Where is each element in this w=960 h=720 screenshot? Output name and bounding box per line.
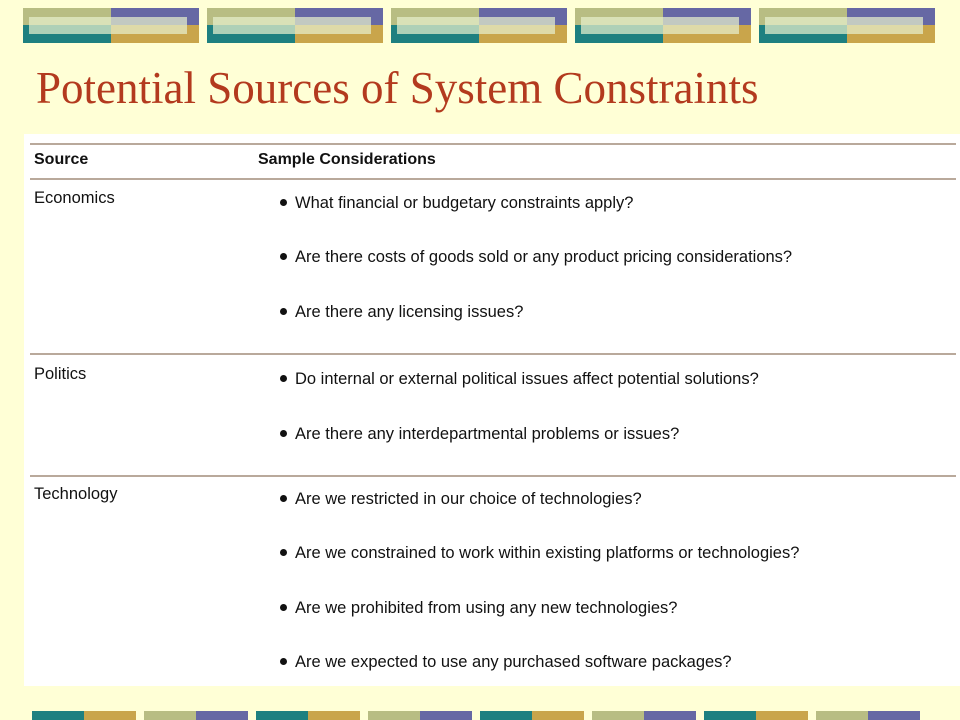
consideration-text: Are we constrained to work within existing platforms or technologies? — [295, 544, 800, 562]
consideration-text: Are there costs of goods sold or any product pricing considerations? — [295, 248, 793, 266]
header-divider — [30, 178, 956, 180]
bottom-bar-segment — [532, 711, 584, 720]
bottom-bar-segment — [592, 711, 644, 720]
consideration-text: Are we prohibited from using any new technologies? — [295, 599, 678, 617]
row-divider — [30, 353, 956, 355]
bullet-icon — [280, 658, 287, 665]
bullet-icon — [280, 375, 287, 382]
bullet-icon — [280, 308, 287, 315]
consideration-text: Are there any licensing issues? — [295, 303, 524, 321]
bottom-bar-segment — [704, 711, 756, 720]
bottom-bar-segment — [144, 711, 196, 720]
header-source: Source — [34, 151, 89, 168]
decorative-tile-5 — [759, 8, 935, 43]
bullet-icon — [280, 430, 287, 437]
consideration-item — [280, 193, 633, 213]
decorative-tile-3 — [391, 8, 567, 43]
slide-title: Potential Sources of System Constraints — [36, 63, 759, 113]
bullet-icon — [280, 495, 287, 502]
consideration-item — [280, 543, 799, 563]
row-divider — [30, 475, 956, 477]
bottom-bar-segment — [84, 711, 136, 720]
consideration-item — [280, 247, 792, 267]
bottom-bar-segment — [256, 711, 308, 720]
consideration-item — [280, 424, 679, 444]
tile-highlight — [29, 17, 187, 34]
consideration-item — [280, 369, 759, 389]
source-politics: Politics — [34, 365, 87, 383]
bottom-bar-segment — [816, 711, 868, 720]
header-considerations: Sample Considerations — [258, 151, 436, 168]
bullet-icon — [280, 199, 287, 206]
table-top-rule — [30, 143, 956, 145]
bottom-bar-segment — [196, 711, 248, 720]
bottom-bar-segment — [868, 711, 920, 720]
consideration-text: Are we expected to use any purchased software packages? — [295, 653, 732, 671]
tile-highlight — [765, 17, 923, 34]
decorative-tile-2 — [207, 8, 383, 43]
bottom-bar-segment — [644, 711, 696, 720]
consideration-item — [280, 652, 732, 672]
bottom-bar-segment — [32, 711, 84, 720]
source-technology: Technology — [34, 485, 118, 503]
constraints-table — [24, 134, 960, 686]
decorative-tile-4 — [575, 8, 751, 43]
bottom-bar-segment — [368, 711, 420, 720]
consideration-item — [280, 302, 523, 322]
bottom-bar-segment — [480, 711, 532, 720]
tile-highlight — [397, 17, 555, 34]
consideration-text: Are we restricted in our choice of technologies? — [295, 490, 642, 508]
bottom-bar-segment — [756, 711, 808, 720]
bottom-bar-segment — [420, 711, 472, 720]
decorative-tile-1 — [23, 8, 199, 43]
consideration-text: What financial or budgetary constraints apply? — [295, 194, 634, 212]
consideration-text: Do internal or external political issues affect potential solutions? — [295, 370, 759, 388]
bottom-bar-segment — [308, 711, 360, 720]
tile-highlight — [213, 17, 371, 34]
bullet-icon — [280, 253, 287, 260]
tile-highlight — [581, 17, 739, 34]
consideration-item — [280, 598, 677, 618]
source-economics: Economics — [34, 189, 115, 207]
bullet-icon — [280, 549, 287, 556]
consideration-text: Are there any interdepartmental problems or issues? — [295, 425, 680, 443]
bullet-icon — [280, 604, 287, 611]
consideration-item — [280, 489, 642, 509]
